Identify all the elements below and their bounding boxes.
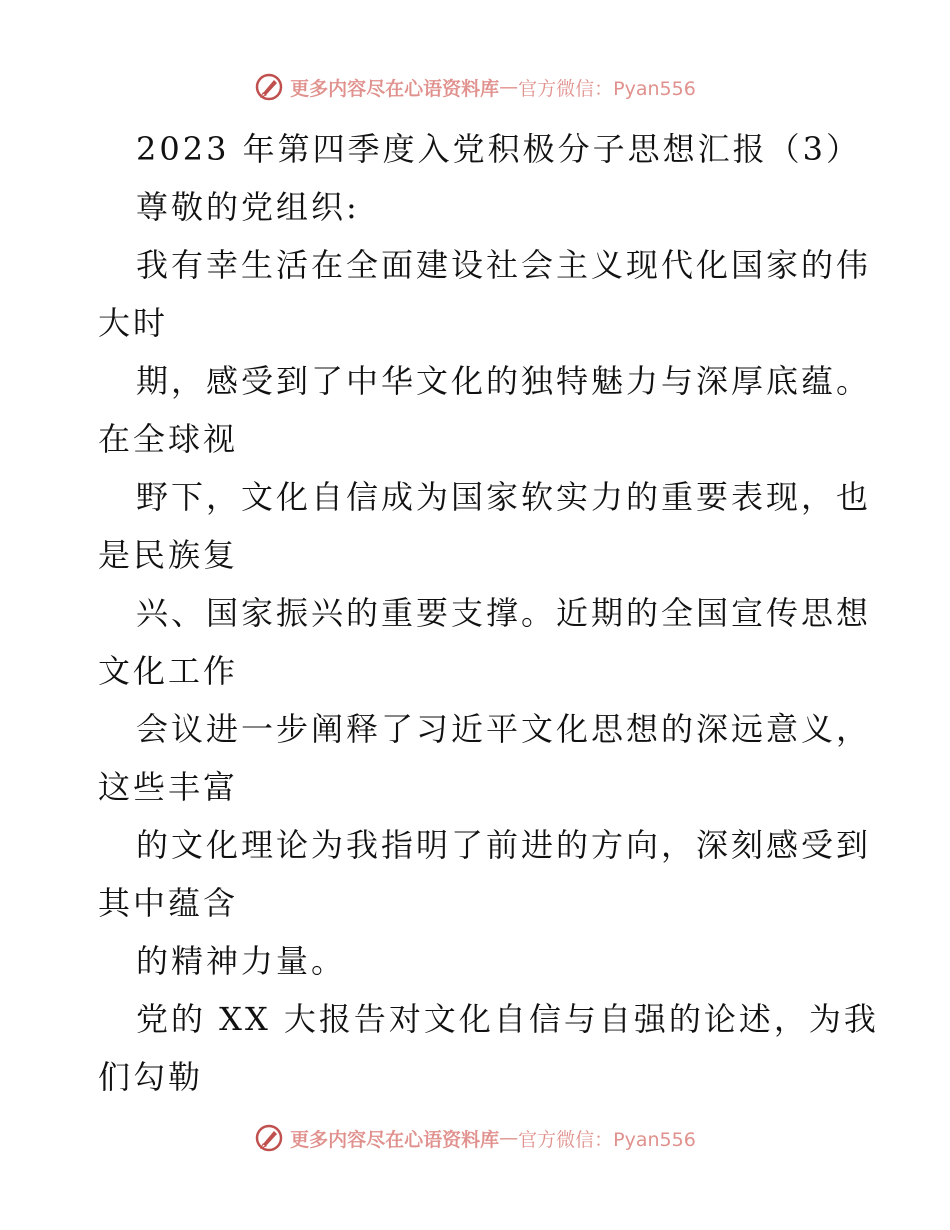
banner-wechat-text: 官方微信：Pyan556 — [518, 1128, 696, 1151]
salutation: 尊敬的党组织: — [136, 188, 360, 226]
banner-dash: — — [499, 76, 519, 98]
body-line: 兴、国家振兴的重要支撑。近期的全国宣传思想 — [136, 594, 872, 632]
body-line: 期，感受到了中华文化的独特魅力与深厚底蕴。 — [136, 362, 872, 400]
banner-dash: — — [499, 1127, 519, 1149]
banner-main-text: 更多内容尽在心语资料库 — [290, 77, 500, 100]
header-banner — [0, 72, 950, 102]
body-line: 野下，文化自信成为国家软实力的重要表现，也 — [136, 478, 872, 516]
pen-seal-logo-icon — [254, 72, 284, 102]
body-line: 的精神力量。 — [136, 942, 347, 980]
body-line: 我有幸生活在全面建设社会主义现代化国家的伟 — [136, 246, 872, 284]
body-line: 们勾勒 — [98, 1058, 204, 1096]
body-line: 党的 XX 大报告对文化自信与自强的论述，为我 — [136, 1000, 879, 1038]
footer-banner — [0, 1123, 950, 1153]
body-line: 大时 — [98, 304, 169, 342]
document-title: 2023 年第四季度入党积极分子思想汇报（3） — [136, 130, 861, 168]
banner-main-text: 更多内容尽在心语资料库 — [290, 1128, 500, 1151]
body-line: 的文化理论为我指明了前进的方向，深刻感受到 — [136, 826, 872, 864]
body-line: 文化工作 — [98, 652, 239, 690]
body-line: 在全球视 — [98, 420, 239, 458]
pen-seal-logo-icon — [254, 1123, 284, 1153]
body-line: 其中蕴含 — [98, 884, 239, 922]
body-line: 这些丰富 — [98, 768, 239, 806]
document-body — [98, 120, 879, 1106]
banner-wechat-text: 官方微信：Pyan556 — [518, 77, 696, 100]
body-line: 会议进一步阐释了习近平文化思想的深远意义， — [136, 710, 872, 748]
body-line: 是民族复 — [98, 536, 239, 574]
